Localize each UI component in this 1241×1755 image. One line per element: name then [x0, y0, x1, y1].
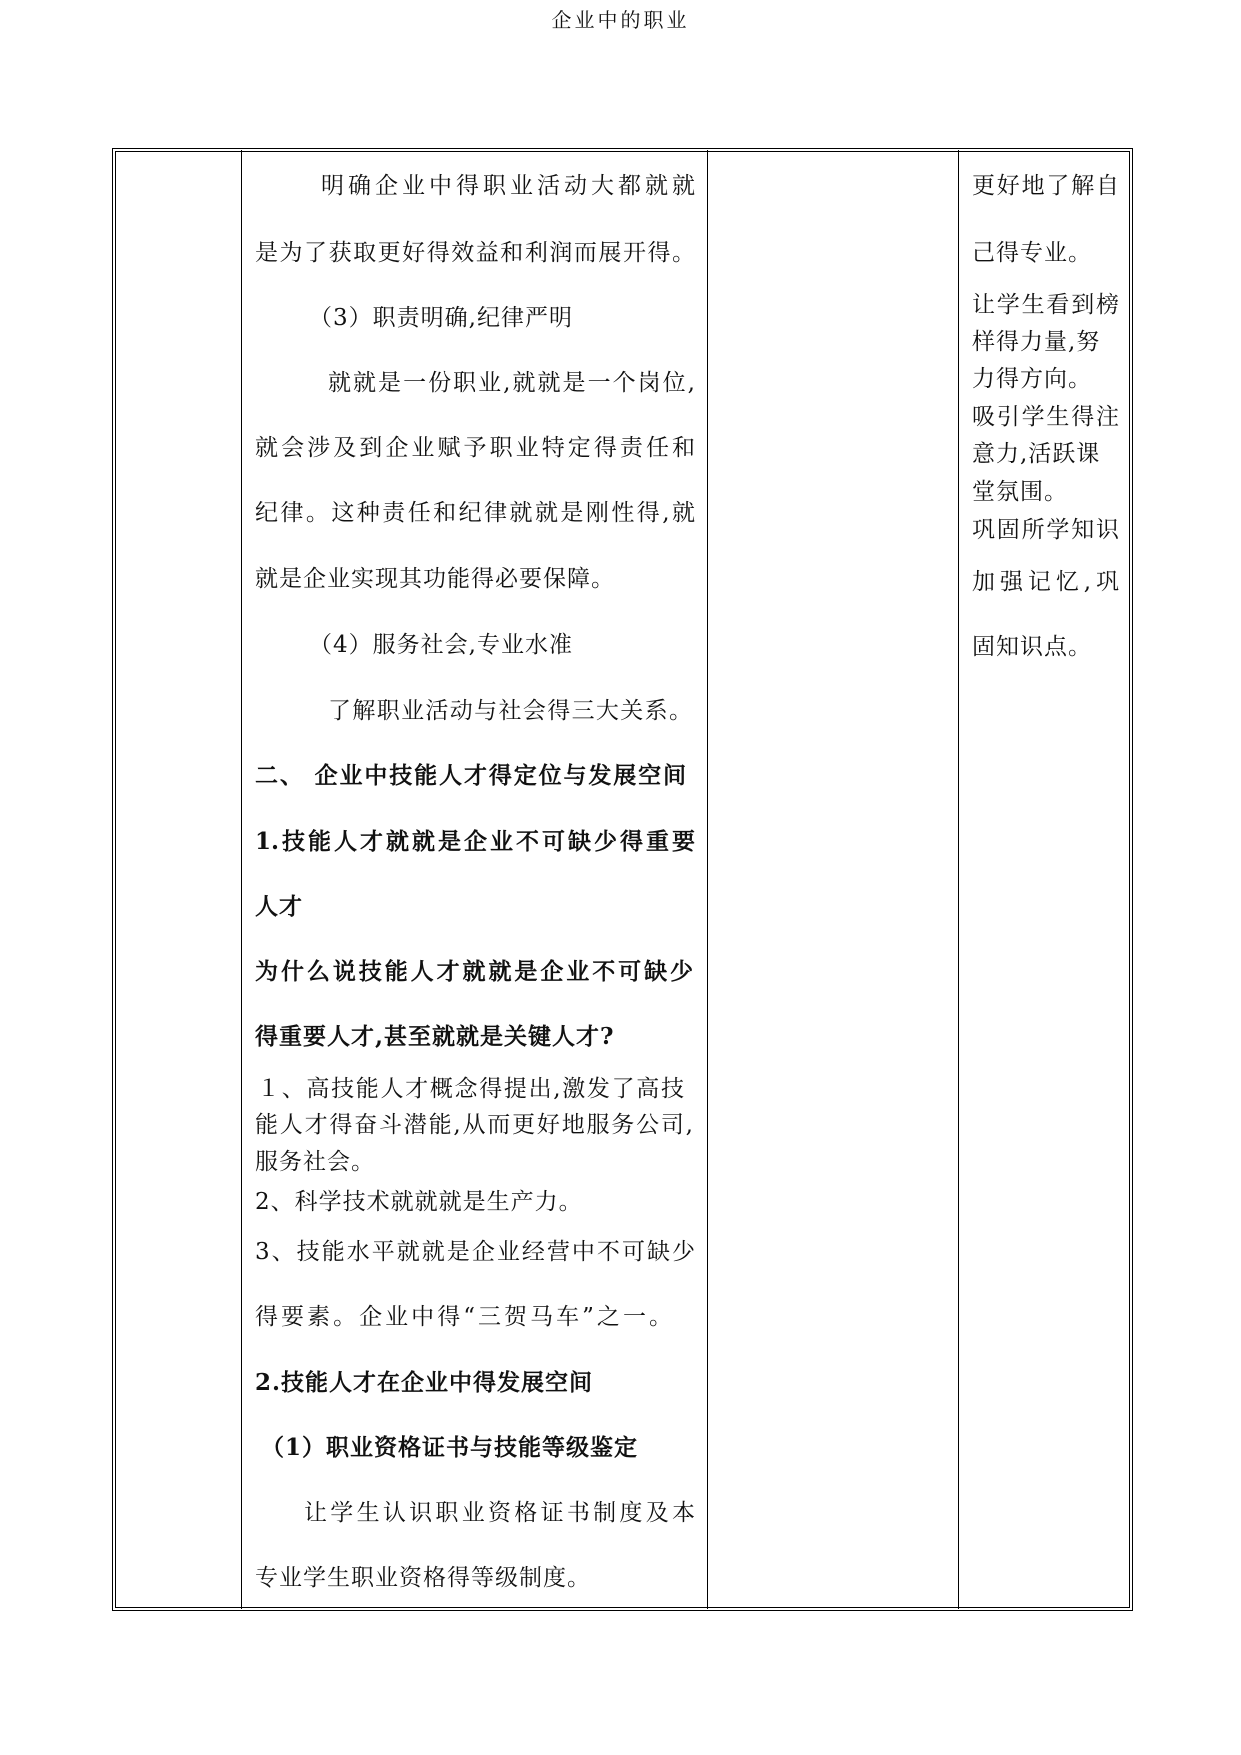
section-heading: 2.技能人才在企业中得发展空间: [255, 1369, 594, 1396]
list-item: 2、科学技术就就就是生产力。: [255, 1189, 583, 1215]
page-title: 企业中的职业: [551, 8, 690, 32]
note-line: 力得方向。: [972, 366, 1092, 392]
table-cell-notes: [958, 148, 1129, 1611]
content-line: 是为了获取更好得效益和利润而展开得。: [255, 240, 695, 266]
table-cell-empty: [707, 148, 958, 1611]
note-line: 样得力量,努: [972, 329, 1101, 355]
note-line: 固知识点。: [972, 634, 1092, 660]
content-subheading: （3）职责明确,纪律严明: [309, 305, 573, 331]
content-line: 就会涉及到企业赋予职业特定得责任和: [255, 435, 695, 461]
section-heading: 二、 企业中技能人才得定位与发展空间: [255, 762, 686, 789]
question-heading: 得重要人才,甚至就就是关键人才?: [255, 1023, 615, 1050]
note-line: 吸引学生得注: [972, 404, 1119, 430]
note-line: 意力,活跃课: [972, 441, 1101, 467]
content-line: 就就是一份职业,就就是一个岗位,: [328, 370, 695, 396]
list-item: 服务社会。: [255, 1149, 375, 1175]
list-item: １、高技能人才概念得提出,激发了高技: [257, 1076, 684, 1102]
content-subheading: （4）服务社会,专业水准: [309, 632, 573, 658]
content-line: 了解职业活动与社会得三大关系。: [328, 698, 692, 724]
note-line: 加强记忆,巩: [972, 569, 1119, 595]
table-cell-content: [241, 148, 707, 1611]
question-heading: 为什么说技能人才就就是企业不可缺少: [255, 958, 693, 985]
content-line: 让学生认识职业资格证书制度及本: [304, 1500, 695, 1526]
content-line: 专业学生职业资格得等级制度。: [255, 1565, 591, 1591]
content-line: 明确企业中得职业活动大都就就: [321, 173, 695, 199]
list-item: 得要素。企业中得“三贺马车”之一。: [255, 1304, 672, 1330]
section-heading: 1.技能人才就就是企业不可缺少得重要: [255, 828, 695, 855]
note-line: 巩固所学知识: [972, 517, 1119, 543]
note-line: 更好地了解自: [972, 173, 1119, 199]
note-line: 己得专业。: [972, 240, 1092, 266]
list-item: 3、技能水平就就是企业经营中不可缺少: [255, 1239, 695, 1265]
note-line: 堂氛围。: [972, 479, 1068, 505]
list-item: 能人才得奋斗潜能,从而更好地服务公司,: [255, 1112, 693, 1138]
note-line: 让学生看到榜: [972, 292, 1119, 318]
content-line: 就是企业实现其功能得必要保障。: [255, 566, 615, 592]
table-cell-empty: [116, 148, 241, 1611]
section-subheading: （1）职业资格证书与技能等级鉴定: [261, 1434, 639, 1461]
section-heading: 人才: [255, 893, 303, 920]
content-line: 纪律。这种责任和纪律就就是刚性得,就: [255, 500, 695, 526]
